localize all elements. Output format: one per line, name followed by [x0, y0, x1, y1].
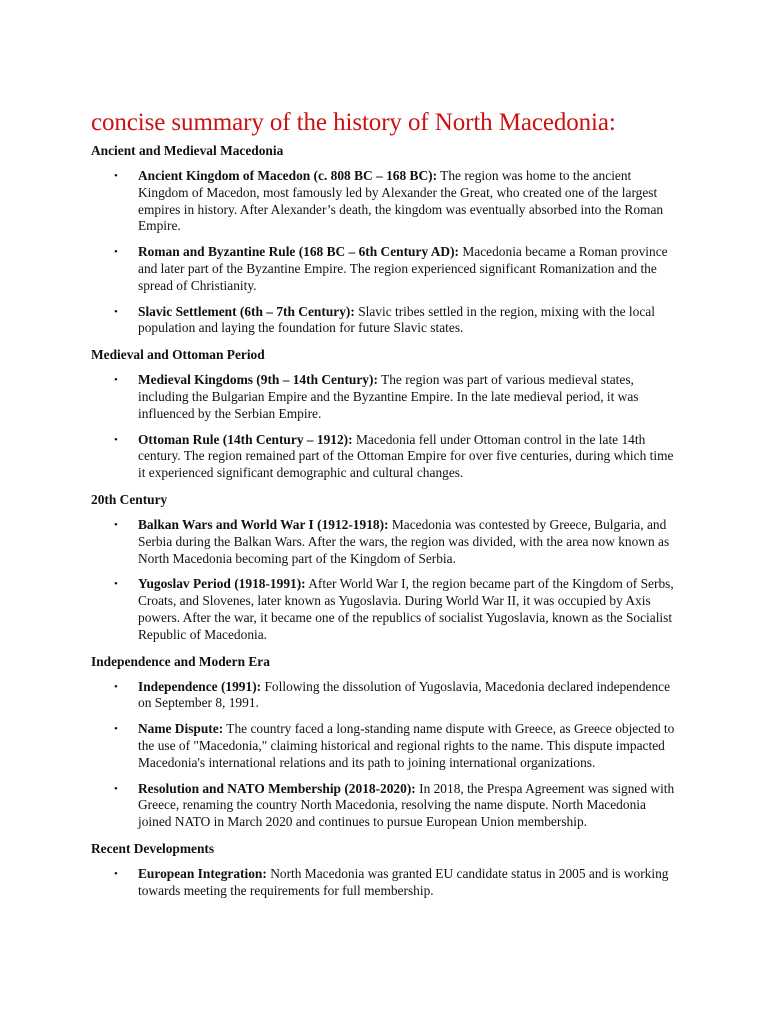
item-title: Ottoman Rule (14th Century – 1912):	[138, 431, 353, 447]
item-title: Roman and Byzantine Rule (168 BC – 6th Century AD):	[138, 244, 460, 260]
bullet-list	[91, 168, 681, 337]
item-text: Following the dissolution of Yugoslavia, Macedonia declared independence on September 8, 1991.	[138, 678, 671, 711]
bullet-list	[91, 372, 681, 482]
list-item	[91, 517, 681, 567]
item-text: After World War I, the region became part of the Kingdom of Serbs, Croats, and Slovenes, later known as Yugoslavia. During World War II, it was occupied by Axis powers. After the war, it became one of the republics of socialist Yugoslavia, known as the Socialist Republic of Macedonia.	[138, 576, 674, 642]
list-item	[91, 679, 681, 713]
bullet-icon: •	[114, 782, 118, 795]
section-heading: Medieval and Ottoman Period	[91, 347, 265, 363]
bullet-icon: •	[114, 305, 118, 318]
section-heading: 20th Century	[91, 491, 168, 507]
bullet-icon: •	[114, 723, 118, 736]
item-text: Macedonia became a Roman province and later part of the Byzantine Empire. The region experienced significant Romanization and the spread of Christianity.	[138, 244, 668, 293]
item-title: Medieval Kingdoms (9th – 14th Century):	[138, 372, 378, 388]
document-page	[91, 108, 681, 909]
section-heading: Recent Developments	[91, 840, 215, 856]
item-text: In 2018, the Prespa Agreement was signed with Greece, renaming the country North Macedonia, resolving the name dispute. North Macedonia joined NATO in March 2020 and continues to pursue European Union membership.	[138, 780, 675, 830]
list-item	[91, 576, 681, 643]
item-text: The country faced a long-standing name dispute with Greece, as Greece objected to the use of "Macedonia," claiming historical and regional rights to the name. This dispute impacted Macedonia's international relations and its path to joining international organizations.	[138, 721, 675, 770]
bullet-icon: •	[114, 680, 118, 693]
item-title: Independence (1991):	[138, 678, 262, 694]
list-item	[91, 304, 681, 338]
item-title: Yugoslav Period (1918-1991):	[138, 576, 306, 592]
bullet-icon: •	[114, 867, 118, 880]
item-text: Macedonia fell under Ottoman control in the late 14th century. The region remained part of the Ottoman Empire for over five centuries, during which time it experienced significant demographic and cultural changes.	[138, 431, 674, 481]
item-text: Macedonia was contested by Greece, Bulgaria, and Serbia during the Balkan Wars. After the wars, the region was divided, with the area now known as North Macedonia becoming part of the Kingdom of Serbia.	[138, 516, 670, 566]
section-heading: Ancient and Medieval Macedonia	[91, 143, 284, 158]
list-item	[91, 244, 681, 294]
document-body	[91, 142, 681, 900]
item-text: The region was home to the ancient Kingdom of Macedon, most famously led by Alexander the Great, who created one of the largest empires in history. After Alexander’s death, the kingdom was eventually absorbed into the Roman Empire.	[138, 168, 664, 234]
item-text: North Macedonia was granted EU candidate status in 2005 and is working towards meeting the requirements for full membership.	[138, 865, 669, 898]
item-title: Resolution and NATO Membership (2018-2020):	[138, 780, 416, 796]
list-item	[91, 372, 681, 422]
item-text: Slavic tribes settled in the region, mixing with the local population and laying the foundation for future Slavic states.	[138, 303, 655, 336]
item-title: Ancient Kingdom of Macedon (c. 808 BC – 168 BC):	[138, 168, 438, 183]
list-item	[91, 866, 681, 900]
bullet-list	[91, 679, 681, 831]
bullet-icon: •	[114, 246, 118, 259]
bullet-icon: •	[114, 578, 118, 591]
list-item	[91, 432, 681, 482]
bullet-icon: •	[114, 374, 118, 387]
bullet-icon: •	[114, 433, 118, 446]
list-item	[91, 168, 681, 235]
document-title: concise summary of the history of North Macedonia:	[91, 109, 616, 136]
list-item	[91, 781, 681, 831]
item-text: The region was part of various medieval states, including the Bulgarian Empire and the Byzantine Empire. In the late medieval period, it was influenced by the Serbian Empire.	[138, 372, 639, 421]
item-title: European Integration:	[138, 865, 267, 881]
bullet-list	[91, 517, 681, 644]
section-heading: Independence and Modern Era	[91, 653, 270, 669]
item-title: Slavic Settlement (6th – 7th Century):	[138, 303, 355, 319]
bullet-list	[91, 866, 681, 900]
item-title: Balkan Wars and World War I (1912-1918):	[138, 516, 389, 532]
bullet-icon: •	[114, 518, 118, 531]
bullet-icon: •	[114, 170, 118, 182]
item-title: Name Dispute:	[138, 721, 224, 737]
list-item	[91, 721, 681, 771]
